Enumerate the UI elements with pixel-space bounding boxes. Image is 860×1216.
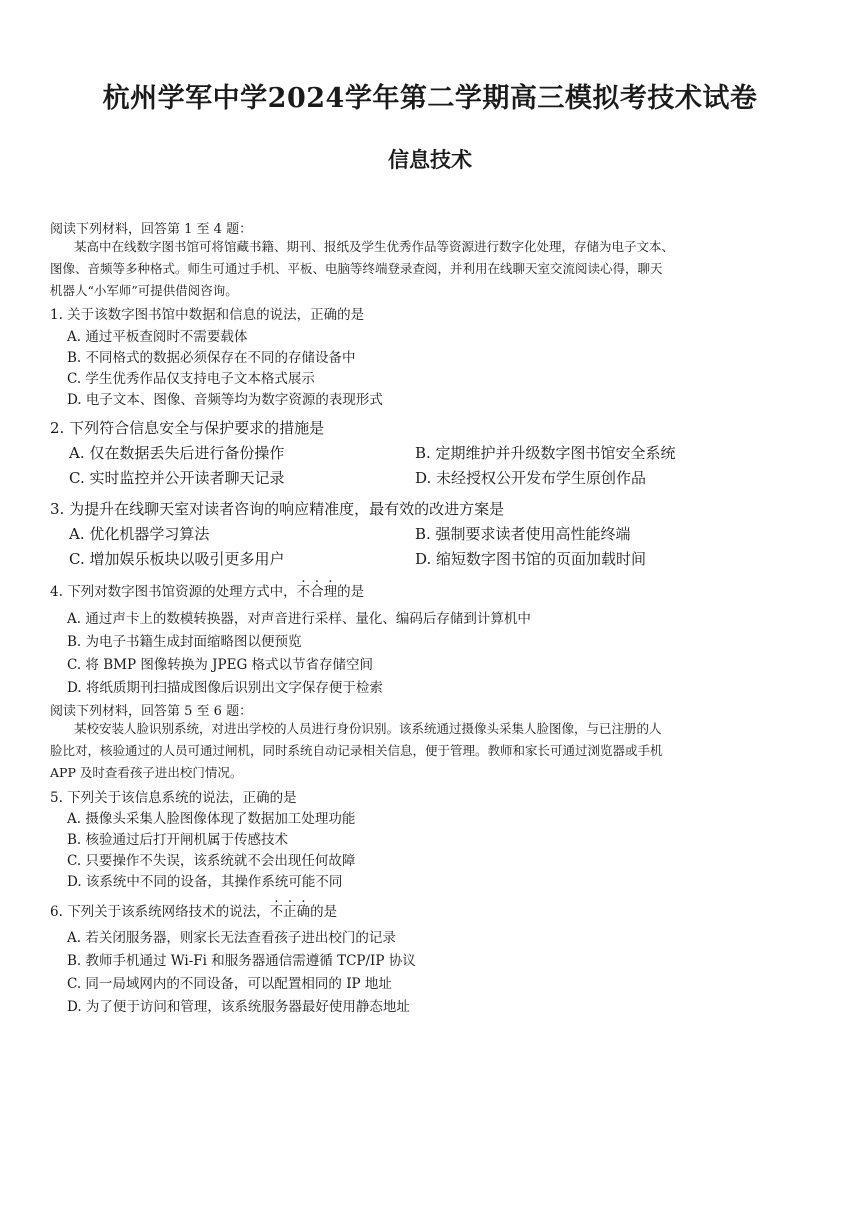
question-1-option-d: D. 电子文本、图像、音频等均为数字资源的表现形式: [67, 392, 383, 408]
section1-intro: 阅读下列材料，回答第 1 至 4 题：: [50, 222, 253, 237]
question-6-stem: [50, 900, 337, 920]
question-3-stem: 3. 为提升在线聊天室对读者咨询的响应精准度，最有效的改进方案是: [50, 500, 505, 518]
question-2-option-a: A. 仅在数据丢失后进行备份操作: [69, 444, 285, 462]
material-line: 某高中在线数字图书馆可将馆藏书籍、期刊、报纸及学生优秀作品等资源进行数字化处理，存储为电子文本、: [74, 239, 675, 254]
question-4-stem-end: 的是: [337, 584, 365, 600]
question-2-option-c: C. 实时监控并公开读者聊天记录: [69, 469, 285, 487]
question-4-option-c: C. 将 BMP 图像转换为 JPEG 格式以节省存储空间: [67, 657, 374, 673]
emphasis-char: 合: [310, 584, 324, 600]
material-line: 机器人“小军师”可提供借阅咨询。: [50, 283, 238, 298]
question-2-stem: 2. 下列符合信息安全与保护要求的措施是: [50, 419, 325, 437]
question-6-stem-end: 的是: [310, 904, 338, 920]
material-line: APP 及时查看孩子进出校门情况。: [50, 765, 243, 780]
question-2-option-b: B. 定期维护并升级数字图书馆安全系统: [415, 444, 676, 462]
material-line: 某校安装人脸识别系统，对进出学校的人员进行身份识别。该系统通过摄像头采集人脸图像，与已注册的人: [74, 721, 662, 736]
question-4-option-a: A. 通过声卡上的数模转换器，对声音进行采样、量化、编码后存储到计算机中: [67, 611, 531, 627]
question-5-option-b: B. 核验通过后打开闸机属于传感技术: [67, 832, 289, 848]
question-6-option-a: A. 若关闭服务器，则家长无法查看孩子进出校门的记录: [67, 930, 396, 946]
question-3-option-c: C. 增加娱乐板块以吸引更多用户: [69, 550, 285, 568]
exam-title: 杭州学军中学2024学年第二学期高三模拟考技术试卷: [102, 83, 758, 114]
question-4-stem: [50, 580, 364, 600]
question-3-option-d: D. 缩短数字图书馆的页面加载时间: [415, 550, 647, 568]
question-6-option-d: D. 为了便于访问和管理，该系统服务器最好使用静态地址: [67, 999, 410, 1015]
section1-material: [50, 236, 674, 302]
question-2-option-d: D. 未经授权公开发布学生原创作品: [415, 469, 647, 487]
emphasis-char: 不: [269, 904, 284, 920]
section2-intro: 阅读下列材料，回答第 5 至 6 题：: [50, 704, 253, 719]
question-6-option-c: C. 同一局域网内的不同设备，可以配置相同的 IP 地址: [67, 976, 392, 992]
question-5-option-a: A. 摄像头采集人脸图像体现了数据加工处理功能: [67, 811, 356, 827]
section2-material: [50, 718, 663, 784]
question-4-option-b: B. 为电子书籍生成封面缩略图以便预览: [67, 634, 302, 650]
question-1-stem: 1. 关于该数字图书馆中数据和信息的说法，正确的是: [50, 307, 365, 323]
question-5-stem: 5. 下列关于该信息系统的说法，正确的是: [50, 790, 297, 806]
material-line: 脸比对，核验通过的人员可通过闸机，同时系统自动记录相关信息，便于管理。教师和家长可通过浏览器或手机: [50, 743, 663, 758]
question-6-stem-text: 6. 下列关于该系统网络技术的说法，: [50, 904, 270, 920]
question-1-option-b: B. 不同格式的数据必须保存在不同的存储设备中: [67, 350, 356, 366]
emphasis-char: 确: [296, 904, 311, 920]
question-1-option-a: A. 通过平板查阅时不需要载体: [67, 329, 248, 345]
exam-subject: 信息技术: [388, 147, 472, 172]
question-3-option-b: B. 强制要求读者使用高性能终端: [415, 525, 631, 543]
question-3-option-a: A. 优化机器学习算法: [69, 525, 210, 543]
question-4-option-d: D. 将纸质期刊扫描成图像后识别出文字保存便于检索: [67, 680, 383, 696]
question-5-option-d: D. 该系统中不同的设备，其操作系统可能不同: [67, 874, 343, 890]
question-4-stem-text: 4. 下列对数字图书馆资源的处理方式中，: [50, 584, 297, 600]
question-5-option-c: C. 只要操作不失误，该系统就不会出现任何故障: [67, 853, 356, 869]
question-6-option-b: B. 教师手机通过 Wi-Fi 和服务器通信需遵循 TCP/IP 协议: [67, 953, 416, 969]
emphasis-char: 正: [283, 904, 297, 920]
question-1-option-c: C. 学生优秀作品仅支持电子文本格式展示: [67, 371, 315, 387]
emphasis-char: 不: [296, 584, 311, 600]
emphasis-char: 理: [323, 584, 338, 600]
material-line: 图像、音频等多种格式。师生可通过手机、平板、电脑等终端登录查阅，并利用在线聊天室交流阅读心得，聊天: [50, 261, 663, 276]
